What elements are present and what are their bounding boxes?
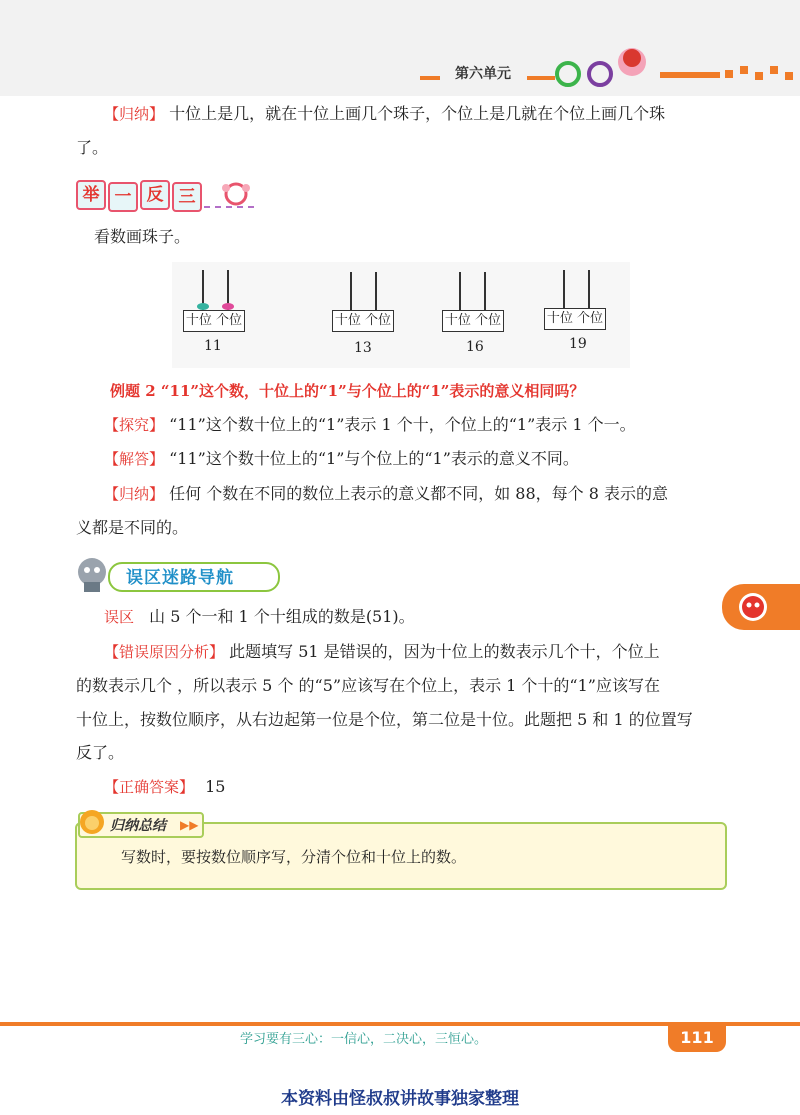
rod-ones-4 — [588, 270, 590, 312]
abacus-number-3: 16 — [466, 339, 484, 355]
analysis-line2: 的数表示几个 ，所以表示 5 个 的“5”应该写在个位上，表示 1 个十的“1”应该写在 — [76, 676, 660, 695]
correct-tag: 【正确答案】 — [104, 778, 195, 796]
rod-tens-3 — [459, 272, 461, 312]
mascot-face-icon — [736, 590, 770, 624]
analysis-line4: 反了。 — [76, 743, 125, 762]
abacus-number-1: 11 — [204, 338, 222, 354]
wrong-section-title: 误区迷路导航 — [126, 568, 234, 588]
unit-title: 第六单元 — [455, 66, 511, 82]
wrong-section-banner — [70, 554, 280, 592]
jyfs-char-2: 一 — [108, 182, 138, 212]
page-number: 111 — [668, 1024, 726, 1052]
example2-summary-line1 — [104, 477, 668, 511]
abacus-label-4: 十位 个位 — [544, 308, 606, 330]
side-tab — [722, 584, 800, 630]
rod-tens-4 — [563, 270, 565, 312]
lion-icon — [76, 806, 108, 838]
arrow-icon: ▶▶ — [180, 818, 199, 832]
explore-text: “11”这个数十位上的“1”表示 1 个十，个位上的“1”表示 1 个一。 — [169, 415, 636, 434]
abacus-label-1: 十位 个位 — [183, 310, 245, 332]
analysis-line3: 十位上，按数位顺序，从右边起第一位是个位，第二位是十位。此题把 5 和 1 的位置写 — [76, 710, 693, 729]
summary-tab-title: 归纳总结 — [110, 818, 166, 834]
rod-tens-2 — [350, 272, 352, 312]
example2-explore — [104, 408, 636, 442]
abacus-panel — [172, 262, 630, 368]
header-line-left — [420, 76, 440, 80]
summary-tab — [78, 812, 204, 838]
example2-answer — [104, 442, 579, 476]
summary-box-text: 写数时，要按数位顺序写，分清个位和十位上的数。 — [121, 848, 467, 866]
analysis-tag: 【错误原因分析】 — [104, 643, 225, 661]
wrong-label: 误区 — [104, 608, 135, 626]
bead-tens-1 — [197, 303, 209, 310]
jyfs-char-1: 举 — [76, 180, 106, 210]
abacus-label-3: 十位 个位 — [442, 310, 504, 332]
example2-title: 例题 2 “11”这个数，十位上的“1”与个位上的“1”表示的意义相同吗？ — [110, 382, 585, 400]
answer-text: “11”这个数十位上的“1”与个位上的“1”表示的意义不同。 — [169, 449, 579, 468]
rod-ones-3 — [484, 272, 486, 312]
summary1-line1 — [104, 97, 665, 131]
wrong-question — [104, 600, 415, 634]
correct-value: 15 — [205, 777, 226, 796]
wrong-question-text: 山 5 个一和 1 个十组成的数是(51)。 — [149, 607, 415, 626]
summary2-tag: 【归纳】 — [104, 485, 165, 503]
summary1-line2: 了。 — [76, 138, 109, 157]
flower-icon — [218, 180, 254, 208]
explore-tag: 【探究】 — [104, 416, 165, 434]
footer-slogan: 学习要有三心：一信心，二决心，三恒心。 — [240, 1032, 488, 1047]
analysis-text-1: 此题填写 51 是错误的，因为十位上的数表示几个十，个位上 — [229, 642, 660, 661]
analysis-line1 — [104, 635, 660, 669]
example2-summary-line2: 义都是不同的。 — [76, 518, 189, 537]
correct-answer — [104, 770, 225, 804]
mascot-icon — [70, 554, 116, 594]
abacus-number-4: 19 — [569, 336, 587, 352]
summary1-text: 十位上是几，就在十位上画几个珠子，个位上是几就在个位上画几个珠 — [169, 104, 666, 123]
summary1-tag: 【归纳】 — [104, 105, 165, 123]
header-decoration — [550, 40, 800, 90]
abacus-number-2: 13 — [354, 340, 372, 356]
exercise-prompt: 看数画珠子。 — [94, 227, 191, 246]
summary2-text: 任何 个数在不同的数位上表示的意义都不同，如 88，每个 8 表示的意 — [169, 484, 668, 503]
jyfs-char-4: 三 — [172, 182, 202, 212]
watermark: 本资料由怪叔叔讲故事独家整理 — [281, 1089, 519, 1109]
bead-ones-1 — [222, 303, 234, 310]
abacus-label-2: 十位 个位 — [332, 310, 394, 332]
rod-ones-2 — [375, 272, 377, 312]
answer-tag: 【解答】 — [104, 450, 165, 468]
jyfs-char-3: 反 — [140, 180, 170, 210]
